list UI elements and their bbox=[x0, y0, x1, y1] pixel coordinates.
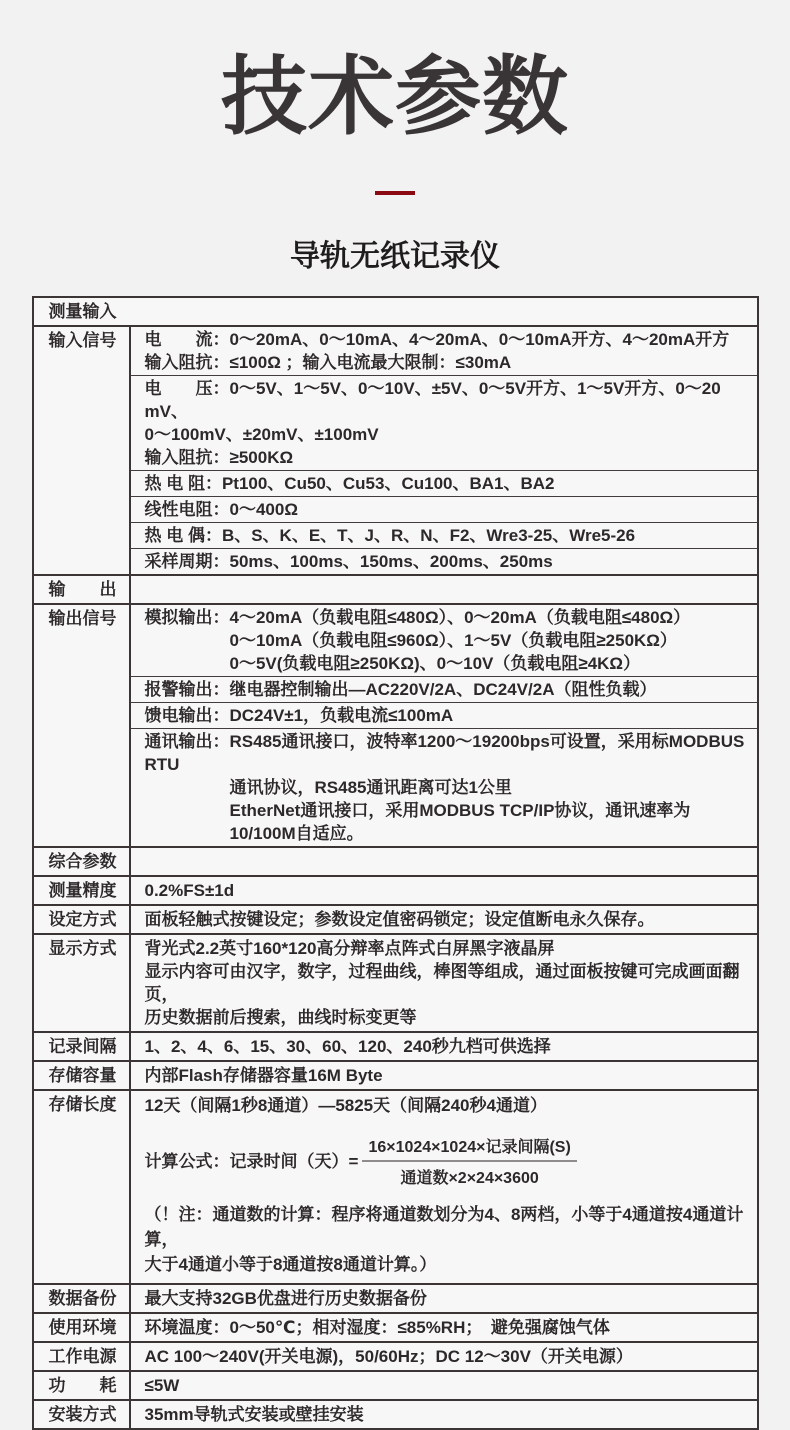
row-label: 存储容量 bbox=[34, 1062, 131, 1089]
value-line: 采样周期：50ms、100ms、150ms、200ms、250ms bbox=[144, 552, 553, 572]
spec-row-data-backup bbox=[34, 1285, 757, 1314]
sub-row-voltage bbox=[131, 375, 757, 470]
value-line: 背光式2.2英寸160*120高分辩率点阵式白屏黑字液晶屏 bbox=[144, 939, 555, 959]
spec-row-installation bbox=[34, 1401, 757, 1428]
spec-row-display-method bbox=[34, 935, 757, 1033]
value-line: 报警输出：继电器控制输出—AC220V/2A、DC24V/2A（阻性负载） bbox=[144, 680, 657, 700]
formula-row bbox=[145, 1134, 753, 1188]
section-label: 综合参数 bbox=[34, 848, 131, 875]
spec-row-output-signal bbox=[34, 605, 757, 848]
sub-row-linear-resistance bbox=[131, 496, 757, 522]
value-line: 馈电输出：DC24V±1，负载电流≤100mA bbox=[144, 706, 454, 726]
row-value: 0.2%FS±1d bbox=[144, 881, 235, 901]
row-value bbox=[131, 1091, 757, 1283]
spec-row-input-signal bbox=[34, 327, 757, 576]
spec-row-setting-method bbox=[34, 906, 757, 935]
spec-row-general-params bbox=[34, 848, 757, 877]
row-value: AC 100～240V(开关电源)，50/60Hz；DC 12～30V（开关电源） bbox=[144, 1347, 633, 1367]
value-line: EtherNet通讯接口，采用MODBUS TCP/IP协议，通讯速率为10/100M自适应。 bbox=[229, 801, 691, 844]
spec-row-storage-capacity bbox=[34, 1062, 757, 1091]
row-label: 记录间隔 bbox=[34, 1033, 131, 1060]
storage-note bbox=[145, 1202, 753, 1277]
row-label: 功 耗 bbox=[34, 1372, 131, 1399]
value-line: 通讯协议，RS485通讯距离可达1公里 bbox=[229, 778, 512, 798]
row-label: 存储长度 bbox=[34, 1091, 131, 1283]
formula-fraction bbox=[362, 1134, 576, 1188]
section-label: 输 出 bbox=[34, 576, 131, 603]
row-value: 环境温度：0～50℃；相对湿度：≤85%RH； 避免强腐蚀气体 bbox=[144, 1318, 610, 1338]
row-value: 内部Flash存储器容量16M Byte bbox=[144, 1066, 383, 1086]
spec-table bbox=[32, 296, 759, 1430]
sub-row-feed-output bbox=[131, 702, 757, 728]
row-label: 显示方式 bbox=[34, 935, 131, 1031]
row-label: 安装方式 bbox=[34, 1401, 131, 1428]
page-title: 技术参数 bbox=[221, 49, 569, 145]
spec-row-accuracy bbox=[34, 877, 757, 906]
value-line: （！注：通道数的计算：程序将通道数划分为4、8两档，小等于4通道按4通道计算， bbox=[144, 1205, 744, 1250]
accent-dash bbox=[375, 191, 415, 195]
value-line: 线性电阻：0～400Ω bbox=[144, 500, 298, 520]
row-value: 35mm导轨式安装或壁挂安装 bbox=[144, 1405, 364, 1425]
row-value: 1、2、4、6、15、30、60、120、240秒九档可供选择 bbox=[144, 1037, 551, 1057]
value-line: 电 压：0～5V、1～5V、0～10V、±5V、0～5V开方、1～5V开方、0～20 mV、 bbox=[144, 379, 721, 422]
sub-row-thermocouple bbox=[131, 522, 757, 548]
fraction-denominator: 通道数×2×24×3600 bbox=[400, 1170, 539, 1188]
sub-row-sampling-period bbox=[131, 548, 757, 574]
spec-row-storage-length bbox=[34, 1091, 757, 1285]
spec-row-power-consumption bbox=[34, 1372, 757, 1401]
spec-row-record-interval bbox=[34, 1033, 757, 1062]
formula-prefix: 计算公式：记录时间（天）= bbox=[144, 1151, 359, 1171]
row-value-empty bbox=[131, 848, 757, 875]
value-line: 大于4通道小等于8通道按8通道计算。） bbox=[144, 1255, 437, 1275]
sub-row-rtd bbox=[131, 470, 757, 496]
spec-row-measure-input bbox=[34, 298, 757, 327]
value-line: 历史数据前后搜索，曲线时标变更等 bbox=[144, 1008, 417, 1028]
value-line: 热 电 阻：Pt100、Cu50、Cu53、Cu100、BA1、BA2 bbox=[144, 474, 555, 494]
sub-row-analog-output bbox=[131, 605, 757, 676]
spec-row-environment bbox=[34, 1314, 757, 1343]
sub-row-alarm-output bbox=[131, 676, 757, 702]
value-line: 输入阻抗：≤100Ω ；输入电流最大限制：≤30mA bbox=[144, 353, 512, 373]
row-value: ≤5W bbox=[144, 1376, 180, 1396]
row-label: 输出信号 bbox=[34, 605, 131, 846]
row-label: 设定方式 bbox=[34, 906, 131, 933]
row-value-empty bbox=[131, 576, 757, 603]
row-value: 面板轻触式按键设定；参数设定值密码锁定；设定值断电永久保存。 bbox=[144, 910, 655, 930]
value-line: 电 流：0～20mA、0～10mA、4～20mA、0～10mA开方、4～20mA开方 bbox=[144, 330, 730, 350]
row-value bbox=[131, 327, 757, 574]
value-line: 热 电 偶：B、S、K、E、T、J、R、N、F2、Wre3-25、Wre5-26 bbox=[144, 526, 636, 546]
row-value bbox=[131, 605, 757, 846]
row-label: 测量精度 bbox=[34, 877, 131, 904]
value-line: 输入阻抗：≥500KΩ bbox=[144, 448, 294, 468]
row-label: 输入信号 bbox=[34, 327, 131, 574]
value-line: 0～100mV、±20mV、±100mV bbox=[144, 425, 379, 445]
row-label: 工作电源 bbox=[34, 1343, 131, 1370]
row-label: 使用环境 bbox=[34, 1314, 131, 1341]
value-line: 0～10mA（负载电阻≤960Ω）、1～5V（负载电阻≥250KΩ） bbox=[229, 631, 677, 651]
section-label: 测量输入 bbox=[48, 302, 117, 322]
sub-row-current bbox=[131, 327, 757, 375]
spec-row-power-supply bbox=[34, 1343, 757, 1372]
row-value: 最大支持32GB优盘进行历史数据备份 bbox=[144, 1289, 427, 1309]
page-subtitle: 导轨无纸记录仪 bbox=[290, 240, 500, 274]
value-line: 0～5V(负载电阻≥250KΩ)、0～10V（负载电阻≥4KΩ） bbox=[229, 654, 641, 674]
value-line: 显示内容可由汉字，数字，过程曲线，棒图等组成，通过面板按键可完成画面翻页， bbox=[144, 962, 740, 1005]
spec-row-output bbox=[34, 576, 757, 605]
value-line: 模拟输出：4～20mA（负载电阻≤480Ω）、0～20mA（负载电阻≤480Ω） bbox=[144, 608, 691, 628]
sub-row-comm-output bbox=[131, 728, 757, 846]
storage-range: 12天（间隔1秒8通道）—5825天（间隔240秒4通道） bbox=[144, 1096, 547, 1116]
row-label: 数据备份 bbox=[34, 1285, 131, 1312]
value-line: 通讯输出：RS485通讯接口，波特率1200～19200bps可设置，采用标MODBUS RTU bbox=[144, 732, 745, 775]
row-value bbox=[131, 935, 757, 1031]
fraction-numerator: 16×1024×1024×记录间隔(S) bbox=[362, 1134, 576, 1162]
